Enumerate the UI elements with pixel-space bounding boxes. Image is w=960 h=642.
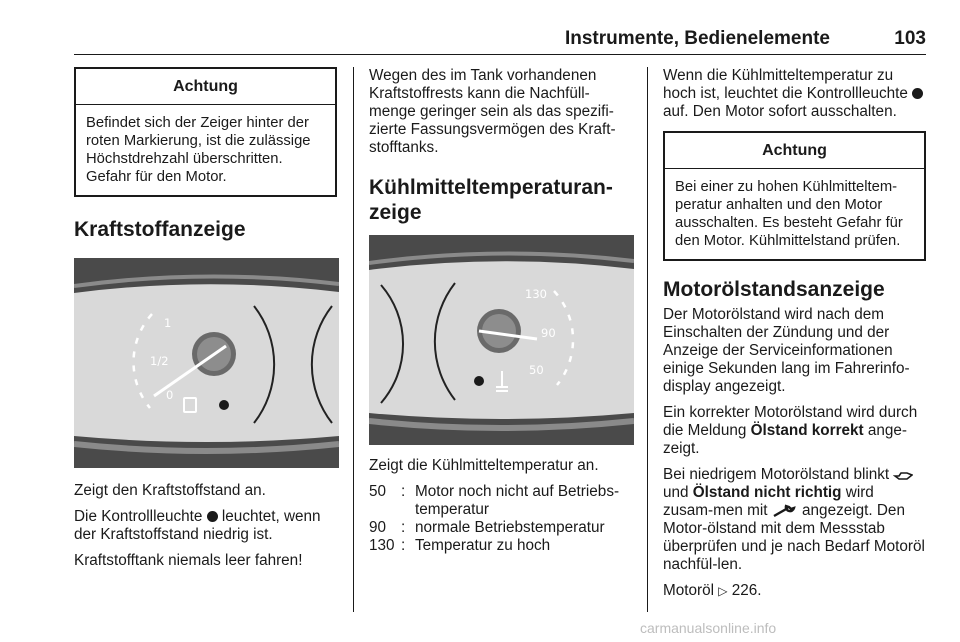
fuel-caution-paragraph: Kraftstofftank niemals leer fahren!	[74, 552, 303, 569]
section-heading-coolant: Kühlmitteltemperaturan-zeige	[369, 176, 613, 224]
gauge-label: 90	[541, 326, 556, 340]
warning-title: Achtung	[76, 69, 335, 105]
table-row: 50 : Motor noch nicht auf Betriebs-temperatur	[369, 483, 620, 518]
gauge-label: 1/2	[150, 354, 169, 368]
oil-paragraph-3: Bei niedrigem Motorölstand blinkt und Ölstand nicht richtig wird zusam-men mit angezeigt. Den Motor-ölstand mit dem Messstab überprüfen und je nach Bedarf Motoröl nachfül-len.	[663, 466, 925, 573]
table-row: 130 : Temperatur zu hoch	[369, 537, 551, 554]
column-2	[369, 67, 635, 555]
coolant-value-table	[369, 483, 635, 555]
fuel-warning-paragraph: Die Kontrollleuchte leuchtet, wenn der Kraftstoffstand niedrig ist.	[74, 508, 321, 543]
section-heading-oil: Motorölstandsanzeige	[663, 278, 885, 301]
fuel-description: Zeigt den Kraftstoffstand an.	[74, 482, 266, 499]
oil-can-icon	[893, 470, 913, 482]
oil-paragraph-2: Ein korrekter Motorölstand wird durch die Meldung Ölstand korrekt ange-zeigt.	[663, 404, 918, 457]
warning-text: Befindet sich der Zeiger hinter der roten Markierung, ist die zulässige Höchstdrehzahl überschritten. Gefahr für den Motor.	[86, 115, 311, 185]
coolant-gauge-illustration	[369, 235, 634, 445]
oil-paragraph-1: Der Motorölstand wird nach dem Einschalten der Zündung und der Anzeige der Serviceinformationen einige Sekunden lang im Fahrerinfo-display angezeigt.	[663, 306, 910, 395]
header-rule	[74, 54, 926, 55]
column-divider-2	[647, 67, 648, 612]
warning-text: Bei einer zu hohen Kühlmitteltem-peratur anhalten und den Motor ausschalten. Es besteht Gefahr für den Motor. Kühlmittelstand prüfen.	[675, 179, 903, 249]
coolant-warning-paragraph: Wenn die Kühlmitteltemperatur zu hoch ist, leuchtet die Kontrollleuchte auf. Den Motor sofort ausschalten.	[663, 67, 927, 121]
running-title: Instrumente, Bedienelemente	[564, 28, 830, 49]
column-divider-1	[353, 67, 354, 612]
warning-dot-icon	[219, 400, 229, 410]
oil-reference-paragraph: Motoröl ▷ 226.	[663, 582, 762, 599]
warning-box-rpm	[74, 67, 337, 197]
warning-title: Achtung	[665, 133, 924, 169]
page-header	[74, 22, 926, 52]
coolant-description: Zeigt die Kühlmitteltemperatur an.	[369, 457, 599, 474]
coolant-gauge-figure	[369, 235, 634, 445]
table-row: 90 : normale Betriebstemperatur	[369, 519, 605, 536]
page-number: 103	[894, 28, 926, 49]
warning-box-coolant	[663, 131, 926, 261]
wrench-icon	[772, 504, 798, 518]
warning-dot-icon	[207, 511, 218, 522]
gauge-label: 130	[525, 287, 547, 301]
watermark: carmanualsonline.info	[640, 620, 777, 636]
gauge-label: 1	[164, 316, 172, 330]
warning-dot-icon	[912, 88, 923, 99]
column-1	[74, 67, 340, 578]
section-heading-fuel: Kraftstoffanzeige	[74, 218, 246, 241]
column-3	[663, 67, 927, 608]
fuel-residue-paragraph: Wegen des im Tank vorhandenen Kraftstoffrests kann die Nachfüll-menge geringer sein als das spezifi-zierte Fassungsvermögen des Kraft-stofftanks.	[369, 67, 616, 156]
page-reference-icon: ▷	[718, 584, 728, 598]
fuel-gauge-illustration	[74, 258, 339, 468]
gauge-label: 50	[529, 363, 544, 377]
fuel-gauge-figure	[74, 258, 339, 468]
gauge-label: 0	[166, 388, 174, 402]
warning-dot-icon	[474, 376, 484, 386]
